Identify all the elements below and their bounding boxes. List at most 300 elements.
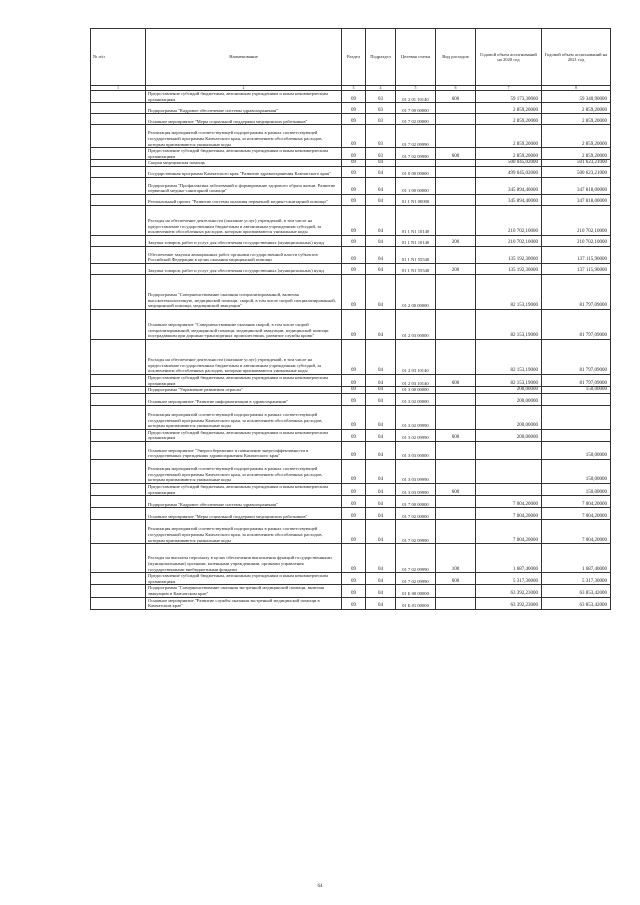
cell-amount-2020: 1 687,40000 (476, 544, 542, 573)
cell-amount-2020: 210 702,10000 (476, 235, 542, 246)
cell-expense-type (436, 246, 476, 263)
cell-name: Предоставление субсидий бюджетным, автономным учреждениям и иным некоммерческим организациям (146, 483, 342, 495)
cell-expense-type: 600 (436, 483, 476, 495)
cell-podrazdel: 04 (366, 339, 396, 374)
cell-podrazdel: 04 (366, 235, 396, 246)
table-row (91, 263, 611, 274)
cell-razdel: 09 (342, 483, 366, 495)
cell-target-article: 01 Б 00 00000 (396, 585, 436, 597)
cell-name: Основное мероприятие "Меры социальной поддержки медицинских работников" (146, 508, 342, 520)
cell-expense-type: 100 (436, 544, 476, 573)
table-row (91, 544, 611, 573)
cell-num (91, 91, 146, 103)
cell-name: Государственная программа Камчатского края "Развитие здравоохранения Камчатского края" (146, 166, 342, 177)
column-number: 3 (342, 86, 366, 91)
cell-num (91, 544, 146, 573)
cell-razdel: 09 (342, 429, 366, 441)
cell-num (91, 205, 146, 235)
cell-num (91, 597, 146, 609)
cell-target-article: 01 3 03 09990 (396, 483, 436, 495)
cell-podrazdel: 04 (366, 544, 396, 573)
cell-amount-2021: 2 859,20000 (542, 114, 611, 125)
table-row (91, 393, 611, 405)
table-row (91, 496, 611, 508)
cell-podrazdel: 04 (366, 166, 396, 177)
cell-num (91, 235, 146, 246)
cell-target-article: 01 3 02 09990 (396, 405, 436, 429)
cell-amount-2021: 1 687,40000 (542, 544, 611, 573)
cell-amount-2020: 63 392,23000 (476, 597, 542, 609)
cell-name: Основное мероприятие "Совершенствование оказания скорой, в том числе скорой специализированной, медицинской помощи, медицинской эвакуации, медицинской помощи пострадавшим при дорожно-транспортных происшествиях, развитие службы крови" (146, 309, 342, 339)
cell-target-article: 01 3 02 09990 (396, 429, 436, 441)
table-row (91, 597, 611, 609)
cell-target-article: 01 7 02 09990 (396, 520, 436, 544)
cell-amount-2020 (476, 459, 542, 483)
cell-name: Основное мероприятие "Энергосбережение и повышение энергоэффективности в государственных учреждениях здравоохранения Камчатского края" (146, 441, 342, 459)
cell-amount-2021: 501 623,21000 (542, 160, 611, 167)
cell-num (91, 125, 146, 148)
cell-num (91, 274, 146, 309)
cell-razdel: 09 (342, 205, 366, 235)
cell-amount-2020: 500 045,02000 (476, 160, 542, 167)
cell-expense-type (436, 597, 476, 609)
cell-num (91, 246, 146, 263)
cell-amount-2021: 210 702,10000 (542, 205, 611, 235)
cell-razdel: 09 (342, 177, 366, 194)
cell-target-article: 01 2 03 10140 (396, 374, 436, 386)
cell-amount-2021 (542, 429, 611, 441)
cell-amount-2020: 7 004,20000 (476, 520, 542, 544)
cell-razdel: 09 (342, 387, 366, 394)
cell-num (91, 339, 146, 374)
cell-podrazdel: 04 (366, 274, 396, 309)
cell-podrazdel: 04 (366, 429, 396, 441)
cell-name: Реализация мероприятий соответствующей подпрограммы в рамках соответствующей государственной программы Камчатского края, за исключением обособленных расходов, которым присваиваются уникальные коды (146, 520, 342, 544)
table-row (91, 387, 611, 394)
cell-amount-2021: 63 853,42000 (542, 585, 611, 597)
table-row (91, 274, 611, 309)
cell-amount-2020: 345 894,40000 (476, 194, 542, 205)
table-row (91, 429, 611, 441)
cell-num (91, 103, 146, 114)
cell-amount-2020: 345 894,40000 (476, 177, 542, 194)
budget-table-sheet (90, 28, 610, 610)
cell-expense-type (436, 459, 476, 483)
cell-num (91, 194, 146, 205)
cell-expense-type (436, 177, 476, 194)
cell-podrazdel: 03 (366, 125, 396, 148)
cell-name: Расходы на обеспечение деятельности (оказание услуг) учреждений, в том числе на предоставление государственным бюджетным и автономным учреждениям субсидий, за исключением обособленных расходов, которым присваиваются уникальные коды (146, 205, 342, 235)
cell-amount-2020: 135 192,30000 (476, 246, 542, 263)
cell-amount-2021: 2 859,20000 (542, 103, 611, 114)
cell-target-article: 01 7 02 09990 (396, 573, 436, 585)
cell-razdel: 09 (342, 148, 366, 160)
cell-expense-type (436, 393, 476, 405)
cell-target-article: 01 3 02 00000 (396, 393, 436, 405)
cell-target-article: 01 7 00 00000 (396, 496, 436, 508)
column-number: 2 (146, 86, 342, 91)
cell-target-article: 01 2 03 00000 (396, 309, 436, 339)
cell-name: Предоставление субсидий бюджетным, автономным учреждениям и иным некоммерческим организациям (146, 374, 342, 386)
cell-num (91, 520, 146, 544)
cell-name: Подпрограмма "Управление развитием отрасли" (146, 387, 342, 394)
cell-amount-2021 (542, 393, 611, 405)
cell-expense-type: 200 (436, 235, 476, 246)
column-number: 6 (436, 86, 476, 91)
cell-expense-type (436, 160, 476, 167)
cell-expense-type: 200 (436, 263, 476, 274)
cell-podrazdel: 03 (366, 103, 396, 114)
table-row (91, 441, 611, 459)
cell-expense-type: 600 (436, 374, 476, 386)
cell-expense-type (436, 114, 476, 125)
cell-target-article: 01 2 03 10140 (396, 339, 436, 374)
table-row (91, 160, 611, 167)
cell-name: Основное мероприятие "Меры социальной поддержки медицинских работников" (146, 114, 342, 125)
cell-expense-type: 600 (436, 573, 476, 585)
cell-name: Подпрограмма "Совершенствование оказания экстренной медицинской помощи, включая эвакуацию в Камчатском крае" (146, 585, 342, 597)
cell-amount-2021: 150,00000 (542, 483, 611, 495)
cell-num (91, 309, 146, 339)
cell-target-article: 01 1 N1 55540 (396, 246, 436, 263)
cell-podrazdel: 04 (366, 309, 396, 339)
cell-razdel: 09 (342, 441, 366, 459)
cell-podrazdel: 04 (366, 496, 396, 508)
cell-podrazdel: 04 (366, 374, 396, 386)
table-row (91, 374, 611, 386)
table-row (91, 148, 611, 160)
cell-amount-2021: 347 818,00000 (542, 194, 611, 205)
column-number: 4 (366, 86, 396, 91)
cell-name: Подпрограмма "Совершенствование оказания специализированной, включая высокотехнологичную, медицинской помощи, скорой, в том числе скорой специализированной, медицинской помощи, медицинской эвакуации" (146, 274, 342, 309)
cell-expense-type (436, 274, 476, 309)
cell-razdel: 09 (342, 235, 366, 246)
cell-name: Закупка товаров, работ и услуг для обеспечения государственных (муниципальных) нужд (146, 235, 342, 246)
cell-amount-2020: 200,00000 (476, 405, 542, 429)
cell-amount-2021: 5 317,30000 (542, 573, 611, 585)
header-razdel: Раздел (342, 29, 366, 86)
cell-amount-2020 (476, 483, 542, 495)
cell-name: Расходы на выплаты персоналу в целях обеспечения выполнения функций государственными (муниципальными) органами, казенными учреждениями, органами управления государственными внебюджетными фондами (146, 544, 342, 573)
cell-amount-2021: 2 859,20000 (542, 125, 611, 148)
cell-amount-2021: 2 859,20000 (542, 148, 611, 160)
cell-name: Предоставление субсидий бюджетным, автономным учреждениям и иным некоммерческим организациям (146, 91, 342, 103)
cell-num (91, 573, 146, 585)
cell-razdel: 09 (342, 508, 366, 520)
cell-podrazdel: 04 (366, 387, 396, 394)
cell-amount-2020: 2 859,20000 (476, 114, 542, 125)
cell-name: Реализация мероприятий соответствующей подпрограммы в рамках соответствующей государственной программы Камчатского края, за исключением обособленных расходов, которым присваиваются уникальные коды (146, 459, 342, 483)
cell-amount-2020: 7 004,20000 (476, 496, 542, 508)
cell-target-article: 01 1 00 00000 (396, 177, 436, 194)
column-number: 8 (542, 86, 611, 91)
cell-name: Предоставление субсидий бюджетным, автономным учреждениям и иным некоммерческим организациям (146, 148, 342, 160)
cell-target-article: 01 Б 01 00000 (396, 597, 436, 609)
cell-razdel: 09 (342, 91, 366, 103)
cell-razdel: 09 (342, 194, 366, 205)
cell-num (91, 459, 146, 483)
cell-podrazdel: 04 (366, 441, 396, 459)
cell-amount-2020: 82 153,19000 (476, 274, 542, 309)
cell-podrazdel: 04 (366, 585, 396, 597)
table-row (91, 166, 611, 177)
cell-podrazdel: 04 (366, 194, 396, 205)
column-number: 7 (476, 86, 542, 91)
cell-razdel: 09 (342, 274, 366, 309)
cell-razdel: 09 (342, 520, 366, 544)
cell-expense-type (436, 585, 476, 597)
cell-num (91, 374, 146, 386)
table-row (91, 114, 611, 125)
cell-num (91, 166, 146, 177)
cell-amount-2020: 200,00000 (476, 393, 542, 405)
cell-amount-2021: 81 797,09000 (542, 339, 611, 374)
cell-amount-2020: 7 004,20000 (476, 508, 542, 520)
cell-amount-2020 (476, 441, 542, 459)
cell-razdel: 09 (342, 496, 366, 508)
header-2021: Годовой объем ассигнований на 2021 год (542, 29, 611, 86)
cell-podrazdel: 04 (366, 263, 396, 274)
cell-amount-2021: 150,00000 (542, 459, 611, 483)
cell-podrazdel: 04 (366, 177, 396, 194)
cell-name: Подпрограмма "Кадровое обеспечение системы здравоохранения" (146, 103, 342, 114)
cell-amount-2020: 82 153,19000 (476, 374, 542, 386)
table-row (91, 520, 611, 544)
header-podrazdel: Подраздел (366, 29, 396, 86)
header-name: Наименование (146, 29, 342, 86)
cell-num (91, 393, 146, 405)
cell-razdel: 09 (342, 166, 366, 177)
cell-amount-2020: 2 859,20000 (476, 125, 542, 148)
cell-razdel: 09 (342, 103, 366, 114)
cell-podrazdel: 04 (366, 459, 396, 483)
cell-num (91, 429, 146, 441)
cell-amount-2020: 210 702,10000 (476, 205, 542, 235)
cell-target-article: 01 3 03 09990 (396, 459, 436, 483)
cell-podrazdel: 04 (366, 246, 396, 263)
table-row (91, 235, 611, 246)
cell-num (91, 160, 146, 167)
cell-amount-2021: 347 818,00000 (542, 177, 611, 194)
cell-amount-2021: 500 623,21000 (542, 166, 611, 177)
cell-name: Реализация мероприятий соответствующей подпрограммы в рамках соответствующей государственной программы Камчатского края, за исключением обособленных расходов, которым присваиваются уникальные коды (146, 405, 342, 429)
cell-podrazdel: 03 (366, 148, 396, 160)
cell-razdel: 09 (342, 544, 366, 573)
cell-podrazdel: 04 (366, 520, 396, 544)
cell-name: Реализация мероприятий соответствующей подпрограммы в рамках соответствующей государственной программы Камчатского края, за исключением обособленных расходов, которым присваиваются уникальные коды (146, 125, 342, 148)
cell-target-article: 01 7 02 00000 (396, 508, 436, 520)
cell-num (91, 114, 146, 125)
cell-expense-type (436, 339, 476, 374)
cell-name: Основное мероприятие "Развитие службы оказания экстренной медицинской помощи в Камчатском крае" (146, 597, 342, 609)
cell-expense-type (436, 405, 476, 429)
cell-expense-type (436, 166, 476, 177)
cell-expense-type: 600 (436, 429, 476, 441)
cell-target-article: 01 2 01 10140 (396, 91, 436, 103)
table-body (91, 91, 611, 610)
cell-target-article: 01 3 03 00000 (396, 441, 436, 459)
cell-amount-2020: 200,00000 (476, 387, 542, 394)
table-row (91, 194, 611, 205)
cell-expense-type (436, 194, 476, 205)
cell-name: Скорая медицинская помощь (146, 160, 342, 167)
cell-num (91, 585, 146, 597)
cell-razdel: 09 (342, 597, 366, 609)
cell-amount-2020: 200,00000 (476, 429, 542, 441)
cell-razdel: 09 (342, 459, 366, 483)
cell-target-article: 01 7 02 09990 (396, 148, 436, 160)
cell-amount-2021: 81 797,09000 (542, 309, 611, 339)
cell-target-article: 01 1 N1 55540 (396, 263, 436, 274)
cell-expense-type (436, 496, 476, 508)
page-number: 64 (317, 884, 323, 889)
header-row (91, 29, 611, 86)
cell-name: Основное мероприятие "Развитие информатизации в здравоохранении" (146, 393, 342, 405)
cell-num (91, 263, 146, 274)
cell-amount-2021: 7 004,20000 (542, 508, 611, 520)
cell-target-article (396, 160, 436, 167)
cell-name: Закупка товаров, работ и услуг для обеспечения государственных (муниципальных) нужд (146, 263, 342, 274)
cell-target-article: 01 3 00 00000 (396, 387, 436, 394)
cell-razdel: 09 (342, 114, 366, 125)
cell-amount-2021: 137 115,90000 (542, 263, 611, 274)
table-row (91, 405, 611, 429)
cell-amount-2021: 63 853,42000 (542, 597, 611, 609)
cell-name: Предоставление субсидий бюджетным, автономным учреждениям и иным некоммерческим организациям (146, 573, 342, 585)
cell-amount-2020: 5 317,30000 (476, 573, 542, 585)
table-row (91, 459, 611, 483)
cell-amount-2020: 135 192,30000 (476, 263, 542, 274)
cell-amount-2020: 59 173,30000 (476, 91, 542, 103)
cell-expense-type (436, 103, 476, 114)
cell-target-article: 01 7 02 09990 (396, 544, 436, 573)
table-row (91, 483, 611, 495)
column-number: 5 (396, 86, 436, 91)
cell-expense-type: 600 (436, 91, 476, 103)
cell-podrazdel: 03 (366, 91, 396, 103)
table-row (91, 508, 611, 520)
cell-expense-type (436, 309, 476, 339)
cell-podrazdel: 04 (366, 205, 396, 235)
column-number: 1 (91, 86, 146, 91)
cell-podrazdel: 04 (366, 393, 396, 405)
cell-amount-2021: 210 702,10000 (542, 235, 611, 246)
cell-amount-2021 (542, 405, 611, 429)
header-2020: Годовой объем ассигнований на 2020 год (476, 29, 542, 86)
cell-amount-2020: 82 153,19000 (476, 309, 542, 339)
cell-name: Предоставление субсидий бюджетным, автономным учреждениям и иным некоммерческим организациям (146, 429, 342, 441)
cell-target-article: 01 7 00 00000 (396, 103, 436, 114)
cell-target-article: 01 7 02 00000 (396, 114, 436, 125)
cell-amount-2021: 150,00000 (542, 387, 611, 394)
cell-amount-2021: 59 340,90000 (542, 91, 611, 103)
cell-amount-2021: 150,00000 (542, 441, 611, 459)
header-cs: Целевая статья (396, 29, 436, 86)
table-row (91, 205, 611, 235)
table-row (91, 309, 611, 339)
cell-podrazdel: 04 (366, 405, 396, 429)
cell-num (91, 483, 146, 495)
header-num: № п/п (91, 29, 146, 86)
cell-amount-2021: 81 797,09000 (542, 374, 611, 386)
cell-expense-type (436, 508, 476, 520)
cell-razdel: 09 (342, 309, 366, 339)
cell-expense-type: 600 (436, 148, 476, 160)
cell-expense-type (436, 205, 476, 235)
table-row (91, 573, 611, 585)
cell-num (91, 405, 146, 429)
header-vr: Вид расходов (436, 29, 476, 86)
cell-name: Региональный проект "Развитие системы оказания первичной медико-санитарной помощи" (146, 194, 342, 205)
cell-target-article: 01 1 N1 00000 (396, 194, 436, 205)
cell-num (91, 496, 146, 508)
cell-razdel: 09 (342, 405, 366, 429)
cell-podrazdel: 04 (366, 160, 396, 167)
cell-expense-type (436, 441, 476, 459)
cell-name: Подпрограмма "Кадровое обеспечение системы здравоохранения" (146, 496, 342, 508)
cell-target-article: 01 1 N1 10140 (396, 235, 436, 246)
cell-razdel: 09 (342, 160, 366, 167)
cell-amount-2020: 2 859,20000 (476, 103, 542, 114)
cell-expense-type (436, 520, 476, 544)
cell-razdel: 09 (342, 374, 366, 386)
cell-amount-2021: 7 004,20000 (542, 496, 611, 508)
cell-amount-2020: 82 153,19000 (476, 339, 542, 374)
cell-num (91, 441, 146, 459)
table-row (91, 177, 611, 194)
cell-target-article: 01 1 N1 10140 (396, 205, 436, 235)
cell-name: Обеспечение закупки авиационных работ органами государственной власти субъектов Российской Федерации в целях оказания медицинской помощи (146, 246, 342, 263)
cell-podrazdel: 03 (366, 114, 396, 125)
cell-amount-2020: 499 045,02000 (476, 166, 542, 177)
cell-podrazdel: 04 (366, 597, 396, 609)
cell-razdel: 09 (342, 573, 366, 585)
cell-podrazdel: 04 (366, 483, 396, 495)
cell-name: Подпрограмма "Профилактика заболеваний и формирование здорового образа жизни. Развитие первичной медико-санитарной помощи" (146, 177, 342, 194)
cell-razdel: 09 (342, 263, 366, 274)
cell-num (91, 148, 146, 160)
cell-target-article: 01 7 02 09990 (396, 125, 436, 148)
cell-expense-type (436, 125, 476, 148)
table-row (91, 91, 611, 103)
table-row (91, 339, 611, 374)
cell-name: Расходы на обеспечение деятельности (оказание услуг) учреждений, в том числе на предоставление государственным бюджетным и автономным учреждениям субсидий, за исключением обособленных расходов, которым присваиваются уникальные коды (146, 339, 342, 374)
cell-num (91, 177, 146, 194)
cell-amount-2021: 81 797,09000 (542, 274, 611, 309)
cell-target-article: 01 2 00 00000 (396, 274, 436, 309)
cell-amount-2021: 137 115,90000 (542, 246, 611, 263)
cell-num (91, 387, 146, 394)
budget-table (90, 28, 611, 610)
cell-razdel: 09 (342, 339, 366, 374)
cell-num (91, 508, 146, 520)
table-row (91, 125, 611, 148)
cell-razdel: 09 (342, 246, 366, 263)
cell-amount-2020: 2 859,20000 (476, 148, 542, 160)
cell-amount-2021: 7 004,20000 (542, 520, 611, 544)
cell-podrazdel: 04 (366, 508, 396, 520)
table-row (91, 246, 611, 263)
cell-target-article: 01 0 00 00000 (396, 166, 436, 177)
table-row (91, 103, 611, 114)
cell-razdel: 09 (342, 585, 366, 597)
cell-razdel: 09 (342, 125, 366, 148)
cell-expense-type (436, 387, 476, 394)
cell-podrazdel: 04 (366, 573, 396, 585)
table-row (91, 585, 611, 597)
cell-razdel: 09 (342, 393, 366, 405)
cell-amount-2020: 63 392,23000 (476, 585, 542, 597)
